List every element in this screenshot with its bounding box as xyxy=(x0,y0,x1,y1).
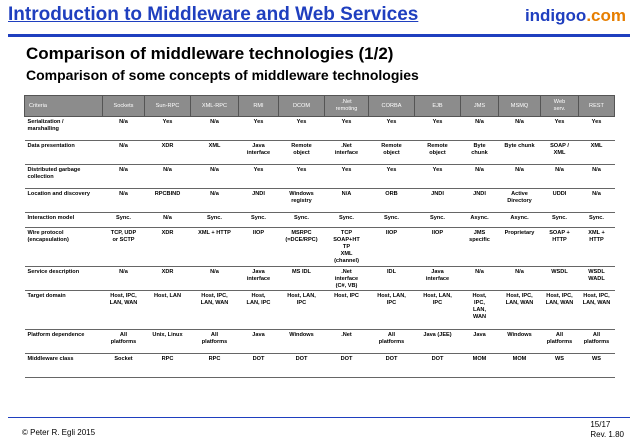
value-cell: N/a xyxy=(103,117,145,141)
value-cell: Yes xyxy=(239,117,279,141)
criteria-cell: Interaction model xyxy=(25,213,103,228)
value-cell: JNDI xyxy=(239,189,279,213)
value-cell: XML xyxy=(191,141,239,165)
value-cell: WS xyxy=(579,354,615,378)
column-header: Web serv. xyxy=(541,96,579,117)
table-row xyxy=(25,117,615,141)
value-cell: MOM xyxy=(499,354,541,378)
column-header: XML-RPC xyxy=(191,96,239,117)
value-cell: Host, IPC, LAN, WAN xyxy=(103,291,145,330)
criteria-cell: Service description xyxy=(25,267,103,291)
value-cell: Async. xyxy=(461,213,499,228)
value-cell: Yes xyxy=(579,117,615,141)
criteria-cell: Target domain xyxy=(25,291,103,330)
table-row xyxy=(25,267,615,291)
column-header: Criteria xyxy=(25,96,103,117)
value-cell: Remote object xyxy=(415,141,461,165)
value-cell: Java xyxy=(239,330,279,354)
value-cell: Yes xyxy=(145,117,191,141)
value-cell: MS IDL xyxy=(279,267,325,291)
column-header: CORBA xyxy=(369,96,415,117)
value-cell: Yes xyxy=(369,165,415,189)
value-cell: Sync. xyxy=(541,213,579,228)
value-cell: All platforms xyxy=(191,330,239,354)
value-cell: .Net xyxy=(325,330,369,354)
value-cell: N/a xyxy=(103,267,145,291)
value-cell: MOM xyxy=(461,354,499,378)
criteria-cell: Location and discovery xyxy=(25,189,103,213)
slide-title: Comparison of middleware technologies (1/2) xyxy=(26,44,394,63)
slide-subtitle: Comparison of some concepts of middleware technologies xyxy=(26,67,419,83)
value-cell: Sync. xyxy=(415,213,461,228)
criteria-cell: Data presentation xyxy=(25,141,103,165)
header-row xyxy=(25,96,615,117)
column-header: Sun-RPC xyxy=(145,96,191,117)
value-cell: DOT xyxy=(415,354,461,378)
value-cell: N/a xyxy=(541,165,579,189)
value-cell: All platforms xyxy=(541,330,579,354)
column-header: MSMQ xyxy=(499,96,541,117)
column-header: EJB xyxy=(415,96,461,117)
value-cell: Sync. xyxy=(369,213,415,228)
value-cell: All platforms xyxy=(103,330,145,354)
table-row xyxy=(25,228,615,267)
value-cell: Host, LAN, IPC xyxy=(415,291,461,330)
value-cell: Yes xyxy=(369,117,415,141)
value-cell: Sync. xyxy=(279,213,325,228)
table-row xyxy=(25,189,615,213)
value-cell: Host, IPC xyxy=(325,291,369,330)
value-cell: Yes xyxy=(325,165,369,189)
value-cell: N/a xyxy=(191,117,239,141)
value-cell: Byte chunk xyxy=(461,141,499,165)
value-cell: WSDL WADL xyxy=(579,267,615,291)
value-cell: N/a xyxy=(461,165,499,189)
value-cell: Java interface xyxy=(239,267,279,291)
value-cell: Yes xyxy=(279,117,325,141)
value-cell: WS xyxy=(541,354,579,378)
value-cell: Byte chunk xyxy=(499,141,541,165)
value-cell: IIOP xyxy=(415,228,461,267)
footer-divider xyxy=(8,417,630,418)
value-cell: DOT xyxy=(279,354,325,378)
value-cell: .Net interface xyxy=(325,141,369,165)
criteria-cell: Wire protocol (encapsulation) xyxy=(25,228,103,267)
value-cell: All platforms xyxy=(369,330,415,354)
value-cell: RPC xyxy=(145,354,191,378)
page-info xyxy=(590,420,624,439)
value-cell: IDL xyxy=(369,267,415,291)
value-cell: All platforms xyxy=(579,330,615,354)
value-cell: Host, IPC, LAN, WAN xyxy=(191,291,239,330)
value-cell: Sync. xyxy=(579,213,615,228)
value-cell: Remote object xyxy=(279,141,325,165)
value-cell: ORB xyxy=(369,189,415,213)
value-cell: JMS specific xyxy=(461,228,499,267)
value-cell: Host, IPC, LAN, WAN xyxy=(499,291,541,330)
value-cell: N/a xyxy=(145,213,191,228)
value-cell: XML + HTTP xyxy=(191,228,239,267)
value-cell: N/a xyxy=(579,165,615,189)
value-cell: N/a xyxy=(461,267,499,291)
value-cell: Windows xyxy=(499,330,541,354)
value-cell: Sync. xyxy=(191,213,239,228)
brand-name: indigoo xyxy=(524,6,587,25)
brand-domain: .com xyxy=(586,6,626,25)
value-cell: RPC xyxy=(191,354,239,378)
value-cell: XDR xyxy=(145,228,191,267)
comparison-table xyxy=(24,95,615,378)
value-cell: Yes xyxy=(541,117,579,141)
value-cell: SOAP / XML xyxy=(541,141,579,165)
value-cell: Host, LAN, IPC xyxy=(239,291,279,330)
criteria-cell: Serialization / marshalling xyxy=(25,117,103,141)
brand-logo xyxy=(525,6,626,26)
value-cell: WSDL xyxy=(541,267,579,291)
value-cell: DOT xyxy=(239,354,279,378)
table-header xyxy=(25,96,615,117)
header-divider xyxy=(8,34,630,37)
table-row xyxy=(25,165,615,189)
value-cell: UDDI xyxy=(541,189,579,213)
value-cell: XML xyxy=(579,141,615,165)
copyright: © Peter R. Egli 2015 xyxy=(22,428,96,437)
table-row xyxy=(25,213,615,228)
value-cell: .Net interface (C#, VB) xyxy=(325,267,369,291)
value-cell: IIOP xyxy=(239,228,279,267)
table-row xyxy=(25,141,615,165)
value-cell: Yes xyxy=(239,165,279,189)
value-cell: Yes xyxy=(325,117,369,141)
value-cell: SOAP + HTTP xyxy=(541,228,579,267)
column-header: REST xyxy=(579,96,615,117)
column-header: .Net remoting xyxy=(325,96,369,117)
value-cell: Sync. xyxy=(103,213,145,228)
value-cell: IIOP xyxy=(369,228,415,267)
value-cell: XDR xyxy=(145,267,191,291)
table-body xyxy=(25,117,615,378)
value-cell: Async. xyxy=(499,213,541,228)
table-row xyxy=(25,291,615,330)
value-cell: Sync. xyxy=(325,213,369,228)
value-cell: TCP, UDP or SCTP xyxy=(103,228,145,267)
value-cell: JNDI xyxy=(461,189,499,213)
value-cell: Sync. xyxy=(239,213,279,228)
value-cell: N/a xyxy=(191,165,239,189)
value-cell: N/a xyxy=(579,189,615,213)
value-cell: MSRPC (=DCE/RPC) xyxy=(279,228,325,267)
value-cell: DOT xyxy=(369,354,415,378)
value-cell: N/a xyxy=(499,165,541,189)
value-cell: N/a xyxy=(103,165,145,189)
value-cell: Java xyxy=(461,330,499,354)
value-cell: RPCBIND xyxy=(145,189,191,213)
value-cell: XDR xyxy=(145,141,191,165)
value-cell: N/a xyxy=(499,117,541,141)
criteria-cell: Platform dependence xyxy=(25,330,103,354)
value-cell: Java interface xyxy=(415,267,461,291)
value-cell: Yes xyxy=(415,117,461,141)
table-row xyxy=(25,354,615,378)
value-cell: Host, IPC, LAN, WAN xyxy=(579,291,615,330)
value-cell: Yes xyxy=(279,165,325,189)
value-cell: N/a xyxy=(103,141,145,165)
value-cell: Host, LAN, IPC xyxy=(369,291,415,330)
column-header: RMI xyxy=(239,96,279,117)
table-row xyxy=(25,330,615,354)
value-cell: Socket xyxy=(103,354,145,378)
value-cell: Host, LAN, IPC xyxy=(279,291,325,330)
value-cell: JNDI xyxy=(415,189,461,213)
revision: Rev. 1.80 xyxy=(590,429,624,439)
criteria-cell: Distributed garbage collection xyxy=(25,165,103,189)
value-cell: Host, IPC, LAN, WAN xyxy=(541,291,579,330)
column-header: Sockets xyxy=(103,96,145,117)
value-cell: N/a xyxy=(103,189,145,213)
value-cell: N/a xyxy=(461,117,499,141)
header-title: Introduction to Middleware and Web Services xyxy=(8,4,419,25)
value-cell: TCP SOAP+HT TP XML (channel) xyxy=(325,228,369,267)
value-cell: Unix, Linux xyxy=(145,330,191,354)
value-cell: N/a xyxy=(499,267,541,291)
value-cell: N/A xyxy=(325,189,369,213)
criteria-cell: Middleware class xyxy=(25,354,103,378)
value-cell: XML + HTTP xyxy=(579,228,615,267)
column-header: JMS xyxy=(461,96,499,117)
value-cell: Windows xyxy=(279,330,325,354)
value-cell: Proprietary xyxy=(499,228,541,267)
value-cell: Windows registry xyxy=(279,189,325,213)
value-cell: N/a xyxy=(191,267,239,291)
value-cell: N/a xyxy=(191,189,239,213)
value-cell: Java interface xyxy=(239,141,279,165)
value-cell: Remote object xyxy=(369,141,415,165)
value-cell: Yes xyxy=(415,165,461,189)
value-cell: Host, LAN xyxy=(145,291,191,330)
column-header: DCOM xyxy=(279,96,325,117)
value-cell: Host, IPC, LAN, WAN xyxy=(461,291,499,330)
value-cell: N/a xyxy=(145,165,191,189)
value-cell: Java (JEE) xyxy=(415,330,461,354)
value-cell: Active Directory xyxy=(499,189,541,213)
value-cell: DOT xyxy=(325,354,369,378)
page-number: 15/17 xyxy=(590,420,611,429)
